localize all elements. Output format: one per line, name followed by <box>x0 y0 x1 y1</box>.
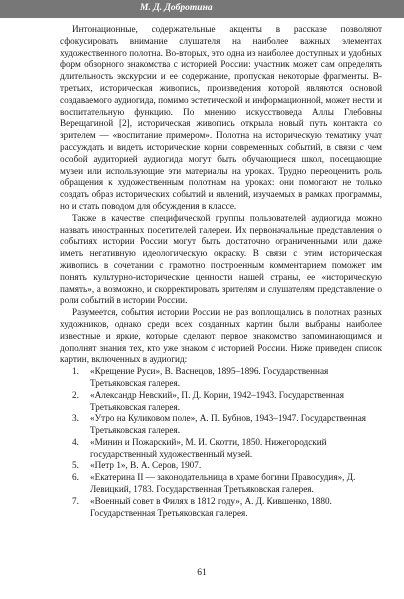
header-author: М. Д. Добротина <box>140 3 213 13</box>
list-item <box>60 366 382 390</box>
list-item <box>60 437 382 461</box>
painting-list <box>60 366 382 519</box>
list-item-text: «Екатерина II — законодательница в храме богини Правосудия», Д. Левицкий, 1783. Государственная Третьяковская галерея. <box>90 472 356 495</box>
list-item <box>60 390 382 414</box>
paragraph: Разумеется, события истории России не раз воплощались в полотнах разных художников, однако среди всех созданных картин были выбраны наиболее известные и яркие, которые сделают первое знакомство запоминающимся и дополнят знания тех, кто уже знаком с историей России. Ниже приведен список картин, включенных в аудиогид: <box>60 307 382 365</box>
page-number: 61 <box>197 568 207 578</box>
list-item-text: «Крещение Руси», В. Васнецов, 1895–1896. Государственная Третьяковская галерея. <box>90 366 329 388</box>
list-item-number: 2. <box>72 389 79 400</box>
list-item <box>60 460 382 472</box>
list-item <box>60 472 382 496</box>
list-item-number: 6. <box>72 472 79 483</box>
list-item-text: «Александр Невский», П. Д. Корин, 1942–1943. Государственная Третьяковская галерея. <box>90 389 344 412</box>
list-item-number: 5. <box>72 460 79 471</box>
paragraph: Интонационные, содержательные акценты в рассказе позволяют сфокусировать внимание слушателя на наиболее важных элементах художественного полотна. Во-вторых, это одна из наиболее доступных и удобных форм обзорного знакомства с историей России: участник может сам определять длительность экскурсии и ее содержание, пропуская некоторые фрагменты. В-третьих, историческая живопись, произведения которой являются основой создаваемого аудиогида, помимо эстетической и информационной, может нести и воспитательную функцию. По мнению искусствоведа Аллы Глебовны Верещагиной [2], историческая живопись открыла новый путь контакта со зрителем — «воспитание примером». Полотна на историческую тематику учат рассуждать и видеть исторические корни современных событий, в связи с чем особой аудиторией аудиогида могут быть обучающиеся школ, посещающие музеи или использующие эти материалы на уроках. Трудно переоценить роль обращения к художественным полотнам на уроках: они помогают не только создать образ исторических событий и явлений, изучаемых в рамках программы, но и стать поводом для обсуждения в классе. <box>60 24 382 211</box>
list-item-text: «Минин и Пожарский», М. И. Скотти, 1850. Нижегородский государственный художественный музей. <box>90 436 327 459</box>
list-item-text: «Утро на Куликовом поле», А. П. Бубнов, 1943–1947. Государственная Третьяковская галерея. <box>90 413 367 436</box>
list-item-text: «Военный совет в Филях в 1812 году», А. Д. Кившенко, 1880. Государственная Третьяковская галерея. <box>90 495 332 518</box>
list-item-number: 7. <box>72 495 79 506</box>
list-item-number: 3. <box>72 413 79 424</box>
running-header <box>0 0 404 18</box>
list-item <box>60 496 382 520</box>
list-item-number: 4. <box>72 436 79 447</box>
list-item-number: 1. <box>72 366 79 377</box>
page-body <box>60 24 382 519</box>
list-item-text: «Петр 1», В. А. Серов, 1907. <box>90 460 202 471</box>
list-item <box>60 413 382 437</box>
paragraph: Также в качестве специфической группы пользователей аудиогида можно назвать иностранных посетителей галереи. Их первоначальные представления о событиях истории России могут быть достаточно ограниченными или даже иметь негативную идеологическую окраску. В связи с этим историческая живопись в сочетании с грамотно построенным комментарием поможет им понять культурно-исторические ценности нашей страны, ее «историческую память», а возможно, и скорректировать зрителям и слушателям представление о роли событий в истории России. <box>60 212 382 306</box>
